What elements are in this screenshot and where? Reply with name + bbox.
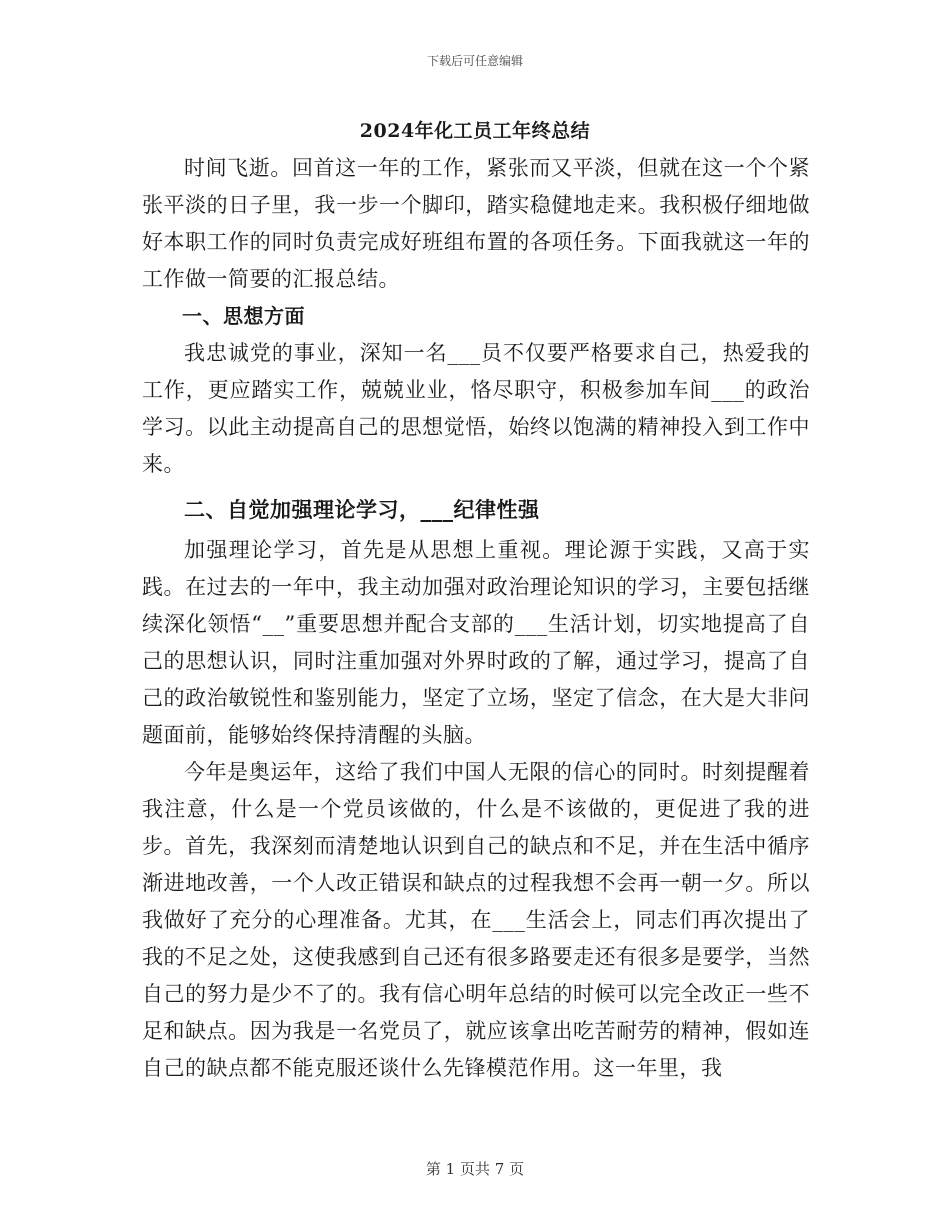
paragraph-olympics: 今年是奥运年，这给了我们中国人无限的信心的同时。时刻提醒着我注意，什么是一个党员该做的，什么是不该做的，更促进了我的进步。首先，我深刻而清楚地认识到自己的缺点和不足，并在生活中循序渐进地改善，一个人改正错误和缺点的过程我想不会再一朝一夕。所以我做好了充分的心理准备。尤其，在___生活会上，同志们再次提出了我的不足之处，这使我感到自己还有很多路要走还有很多是要学，当然自己的努力是少不了的。我有信心明年总结的时候可以完全改正一些不足和缺点。因为我是一名党员了，就应该拿出吃苦耐劳的精神，假如连自己的缺点都不能克服还谈什么先锋模范作用。这一年里，我	[142, 760, 810, 1080]
paragraph-theory: 加强理论学习，首先是从思想上重视。理论源于实践，又高于实践。在过去的一年中，我主动加强对政治理论知识的学习，主要包括继续深化领悟“__”重要思想并配合支部的___生活计划，切实地提高了自己的思想认识，同时注重加强对外界时政的了解，通过学习，提高了自己的政治敏锐性和鉴别能力，坚定了立场，坚定了信念，在大是大非问题面前，能够始终保持清醒的头脑。	[142, 538, 810, 747]
document-body	[142, 150, 810, 1087]
section-heading-thought: 一、思想方面	[182, 304, 305, 328]
section-heading-theory: 二、自觉加强理论学习，___纪律性强	[184, 497, 540, 522]
header-note: 下载后可任意编辑	[426, 54, 523, 68]
paragraph-intro: 时间飞逝。回首这一年的工作，紧张而又平淡，但就在这一个个紧张平淡的日子里，我一步一个脚印，踏实稳健地走来。我积极仔细地做好本职工作的同时负责完成好班组布置的各项任务。下面我就这一年的工作做一简要的汇报总结。	[142, 156, 810, 291]
document-title: 2024年化工员工年终总结	[359, 120, 591, 142]
paragraph-thought: 我忠诚党的事业，深知一名___员不仅要严格要求自己，热爱我的工作，更应踏实工作，兢兢业业，恪尽职守，积极参加车间___的政治学习。以此主动提高自己的思想觉悟，始终以饱满的精神投入到工作中来。	[142, 341, 810, 476]
page-number: 第 1 页共 7 页	[425, 1160, 525, 1178]
